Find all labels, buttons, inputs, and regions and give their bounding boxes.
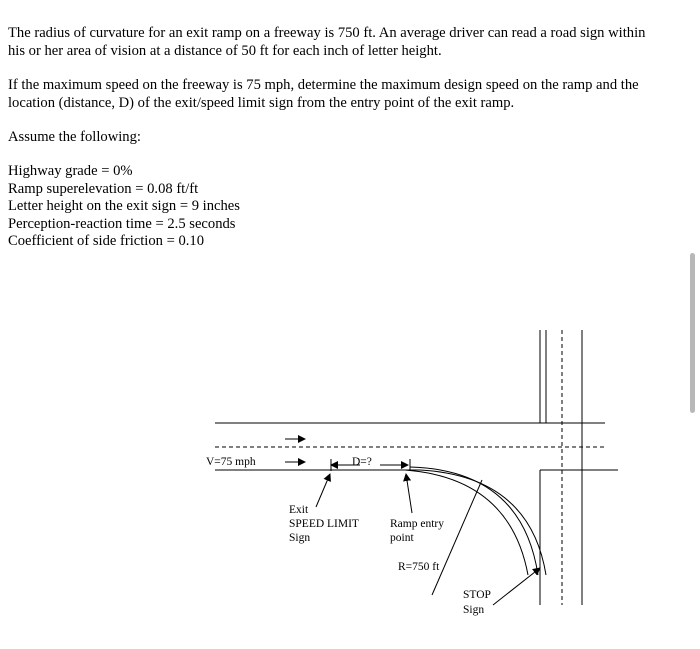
- assumption-item: Coefficient of side friction = 0.10: [8, 233, 205, 250]
- assume-heading: Assume the following:: [8, 129, 141, 145]
- stop-sign-label-line1: STOP: [463, 589, 491, 601]
- ramp-entry-label-line2: point: [390, 532, 414, 544]
- assumption-item: Highway grade = 0%: [8, 163, 133, 179]
- assumption-item: Perception-reaction time = 2.5 seconds: [8, 215, 236, 232]
- assumption-item: Ramp superelevation = 0.08 ft/ft: [8, 180, 199, 197]
- stop-sign-label-line2: Sign: [463, 604, 485, 616]
- problem-paragraph-2: If the maximum speed on the freeway is 75 mph, determine the maximum design speed on the ramp and the location (distance, D) of the exit/speed limit sign from the entry point of the exit ramp.: [8, 77, 639, 111]
- radius-label: R=750 ft: [398, 561, 440, 573]
- exit-sign-label-line2: SPEED LIMIT: [289, 518, 359, 530]
- distance-label: D=?: [352, 456, 372, 468]
- assumption-item: Letter height on the exit sign = 9 inches: [8, 198, 240, 215]
- ramp-entry-label-line1: Ramp entry: [390, 518, 444, 530]
- radius-line: [432, 480, 482, 595]
- stop-sign-pointer: [493, 568, 540, 605]
- ramp-entry-pointer: [406, 474, 412, 513]
- exit-sign-label-line3: Sign: [289, 532, 311, 544]
- speed-label: V=75 mph: [206, 456, 256, 468]
- vertical-scrollbar[interactable]: [690, 253, 695, 413]
- exit-sign-label-line1: Exit: [289, 504, 309, 516]
- problem-paragraph-1: The radius of curvature for an exit ramp on a freeway is 750 ft. An average driver can read a road sign within his or her area of vision at a distance of 50 ft for each inch of letter height.: [8, 25, 646, 59]
- exit-sign-pointer: [316, 474, 330, 507]
